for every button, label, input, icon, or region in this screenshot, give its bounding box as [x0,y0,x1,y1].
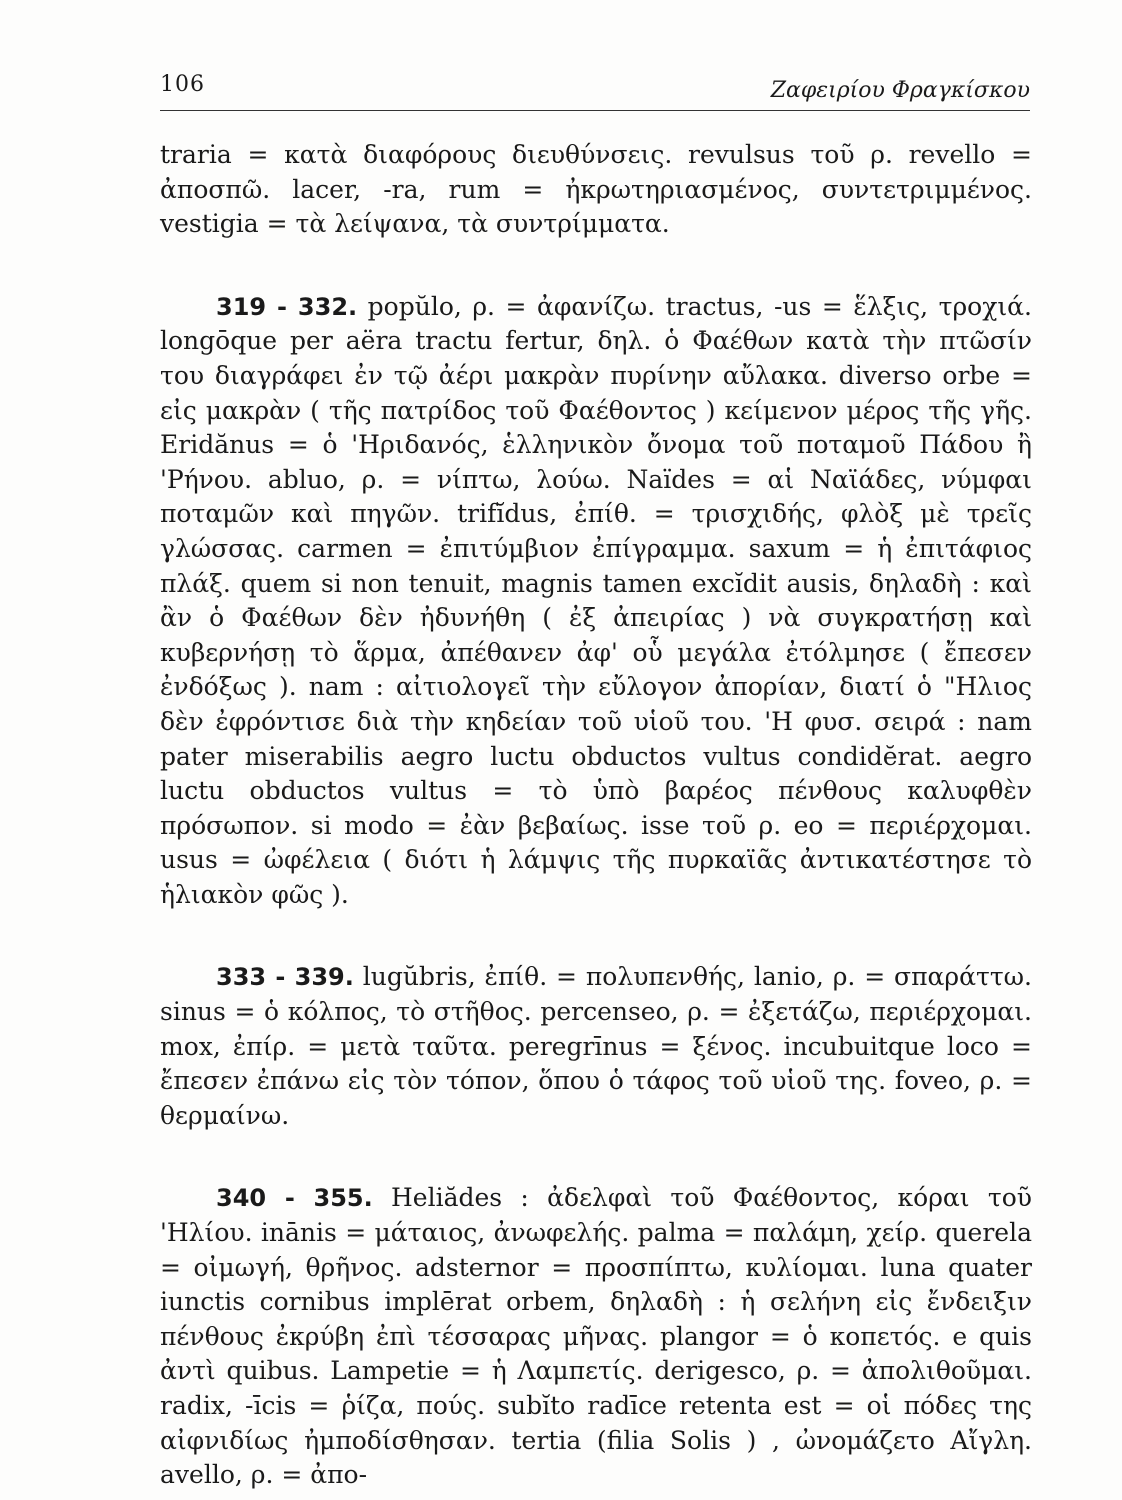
page-body [160,138,1032,1493]
paragraph-entry-319-332 [160,290,1032,913]
page-number: 106 [160,72,205,97]
paragraph-continuation [160,138,1032,242]
paragraph-gap [160,912,1032,960]
paragraph-gap [160,1133,1032,1181]
paragraph-gap [160,242,1032,290]
paragraph-text: traria = κατὰ διαφόρους διευθύνσεις. revulsus τοῦ ρ. revello = ἀποσπῶ. lacer, -ra, rum = ἠκρωτηριασμένος, συντετριμμένος. vestigia = τὰ λείψανα, τὰ συντρίμματα. [160,140,1032,239]
paragraph-entry-340-355 [160,1181,1032,1492]
verse-range-label: 319 - 332. [216,292,358,321]
paragraph-entry-333-339 [160,960,1032,1133]
verse-range-label: 333 - 339. [216,963,354,992]
paragraph-text: Heliădes : ἀδελφαὶ τοῦ Φαέθοντος, κόραι τοῦ 'Ηλίου. inānis = μάταιος, ἀνωφελής. palma = παλάμη, χείρ. querela = οἰμωγή, θρῆνος. adsternor = προσπίπτω, κυλίομαι. luna quater iunctis cornibus implērat orbem, δηλαδὴ : ἡ σελήνη εἰς ἔνδειξιν πένθους ἐκρύβη ἐπὶ τέσσαρας μῆνας. plangor = ὁ κοπετός. e quis ἀντὶ quibus. Lampetie = ἡ Λαμπετίς. derigesco, ρ. = ἀπολιθοῦμαι. radix, -īcis = ῥίζα, πούς. subĭto radīce retenta est = οἱ πόδες της αἰφνιδίως ἠμποδίσθησαν. tertia (filia Solis ) , ὠνομάζετο Αἴγλη. avello, ρ. = ἀπο- [160,1183,1032,1490]
running-head: Ζαφειρίου Φραγκίσκου [770,78,1030,103]
page-header [160,70,1030,111]
paragraph-text: popŭlo, ρ. = ἀφανίζω. tractus, -us = ἕλξις, τροχιά. longōque per aëra tractu fertur, δηλ. ὁ Φαέθων κατὰ τὴν πτῶσίν του διαγράφει ἐν τῷ ἀέρι μακρὰν πυρίνην αὔλακα. diverso orbe = εἰς μακρὰν ( τῆς πατρίδος τοῦ Φαέθοντος ) κείμενον μέρος τῆς γῆς. Eridănus = ὁ 'Ηριδανός, ἑλληνικὸν ὄνομα τοῦ ποταμοῦ Πάδου ἢ 'Ρήνου. abluo, ρ. = νίπτω, λούω. Naïdes = αἱ Ναϊάδες, νύμφαι ποταμῶν καὶ πηγῶν. trifĭdus, ἐπίθ. = τρισχιδής, φλὸξ μὲ τρεῖς γλώσσας. carmen = ἐπιτύμβιον ἐπίγραμμα. saxum = ἡ ἐπιτάφιος πλάξ. quem si non tenuit, magnis tamen excĭdit ausis, δηλαδὴ : καὶ ἂν ὁ Φαέθων δὲν ἠδυνήθη ( ἐξ ἀπειρίας ) νὰ συγκρατήσῃ καὶ κυβερνήσῃ τὸ ἅρμα, ἀπέθανεν ἀφ' οὗ μεγάλα ἐτόλμησε ( ἔπεσεν ἐνδόξως ). nam : αἰτιολογεῖ τὴν εὔλογον ἀπορίαν, διατί ὁ "Ηλιος δὲν ἐφρόντισε διὰ τὴν κηδείαν τοῦ υἱοῦ του. 'Η φυσ. σειρά : nam pater miserabilis aegro luctu obductos vultus condidĕrat. aegro luctu obductos vultus = τὸ ὑπὸ βαρέος πένθους καλυφθὲν πρόσωπον. si modo = ἐὰν βεβαίως. isse τοῦ ρ. eo = περιέρχομαι. usus = ὠφέλεια ( διότι ἡ λάμψις τῆς πυρκαϊᾶς ἀντικατέστησε τὸ ἡλιακὸν φῶς ). [160,291,1033,909]
verse-range-label: 340 - 355. [216,1184,373,1213]
paragraph-text: lugŭbris, ἐπίθ. = πολυπενθής, lanio, ρ. = σπαράττω. sinus = ὁ κόλπος, τὸ στῆθος. percenseo, ρ. = ἐξετάζω, περιέρχομαι. mox, ἐπίρ. = μετὰ ταῦτα. peregrīnus = ξένος. incubuitque loco = ἔπεσεν ἐπάνω εἰς τὸν τόπον, ὅπου ὁ τάφος τοῦ υἱοῦ της. foveo, ρ. = θερμαίνω. [160,962,1032,1130]
